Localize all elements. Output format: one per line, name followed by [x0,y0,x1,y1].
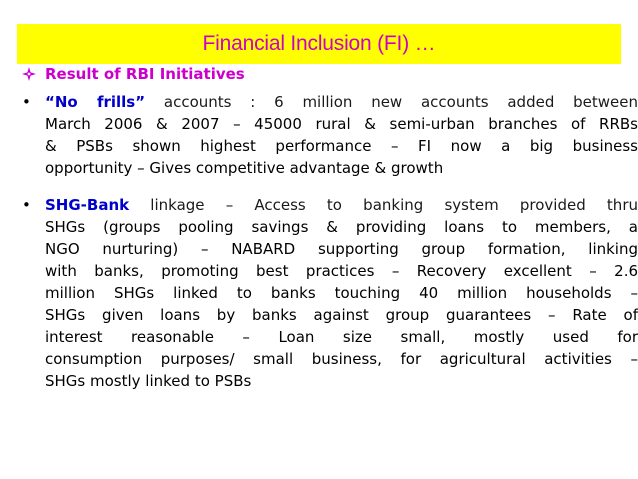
bullet-dot: • [22,196,31,214]
bullet-line: & PSBs shown highest performance – FI now a big business [45,137,638,155]
bullet-line: with banks, promoting best practices – Recovery excellent – 2.6 [45,262,638,280]
bullet-no-frills [22,91,638,183]
title-bar [17,24,621,64]
bullet-line: March 2006 & 2007 – 45000 rural & semi-urban branches of RRBs [45,115,638,133]
bullet-lead: “No frills” [45,93,146,111]
bullet-line: SHGs given loans by banks against group guarantees – Rate of [45,306,638,324]
bullet-line [45,91,638,113]
section-heading-text: Result of RBI Initiatives [45,65,245,83]
bullet-line: NGO nurturing) – NABARD supporting group formation, linking [45,240,638,258]
bullet-line-text: linkage – Access to banking system provided thru [129,196,638,214]
bullet-body [45,194,638,392]
bullet-line: million SHGs linked to banks touching 40 million households – [45,284,638,302]
bullet-lead: SHG-Bank [45,196,130,214]
bullet-shg-bank [22,194,638,394]
bullet-line: SHGs mostly linked to PSBs [45,372,252,390]
bullet-dot: • [22,93,31,111]
bullet-line: interest reasonable – Loan size small, mostly used for [45,328,638,346]
slide-title: Financial Inclusion (FI) … [202,32,436,55]
section-heading [22,65,245,83]
bullet-line: opportunity – Gives competitive advantage & growth [45,159,444,177]
bullet-line: consumption purposes/ small business, for agricultural activities – [45,350,638,368]
bullet-line [45,194,638,216]
bullet-line: SHGs (groups pooling savings & providing loans to members, a [45,218,638,236]
bullet-line-text: accounts : 6 million new accounts added between [145,93,638,111]
bullet-body [45,91,638,179]
diamond-bullet-icon [22,67,36,81]
